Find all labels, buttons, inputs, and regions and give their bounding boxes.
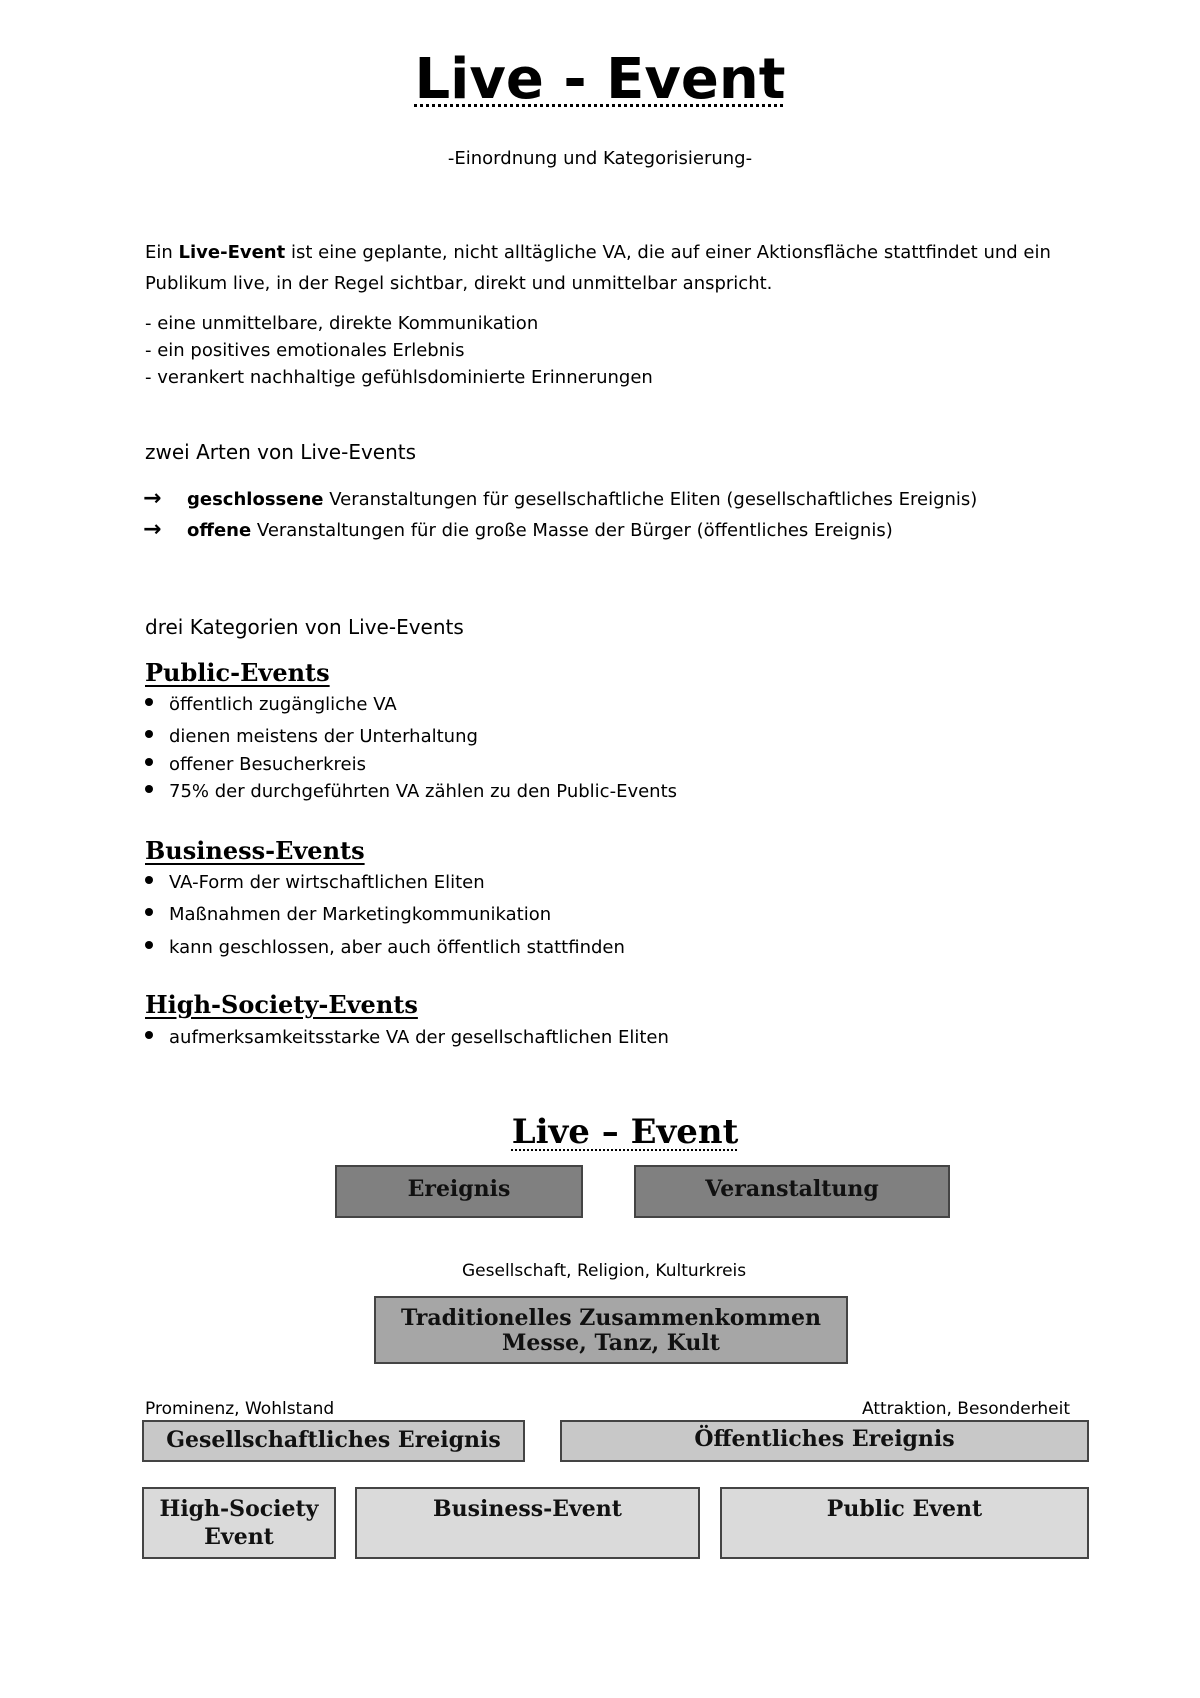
box-gesellschaftliches-ereignis: Gesellschaftliches Ereignis [142, 1420, 525, 1462]
box-traditionelles-zusammenkommen [374, 1296, 848, 1364]
list-item: VA-Form der wirtschaftlichen Eliten [145, 872, 485, 893]
high-society-events-heading: High-Society-Events [145, 990, 418, 1019]
arten-item-text: Veranstaltungen für die große Masse der Bürger (öffentliches Ereignis) [251, 520, 893, 541]
box-ereignis: Ereignis [335, 1165, 583, 1218]
box-traditionell-line: Traditionelles Zusammenkommen [400, 1305, 821, 1331]
list-item: offener Besucherkreis [145, 754, 366, 775]
arten-item [143, 486, 977, 511]
label-attraktion-besonderheit: Attraktion, Besonderheit [862, 1399, 1071, 1419]
list-item: Maßnahmen der Marketingkommunikation [145, 904, 551, 925]
box-high-society-line: High-Society [159, 1496, 319, 1522]
arten-heading: zwei Arten von Live-Events [145, 440, 417, 464]
page-title: Live - Event [414, 47, 786, 112]
arten-item [143, 517, 893, 542]
business-events-heading: Business-Events [145, 836, 365, 865]
arten-item-text: Veranstaltungen für gesellschaftliche Eliten (gesellschaftliches Ereignis) [323, 489, 978, 510]
list-item: 75% der durchgeführten VA zählen zu den Public-Events [145, 781, 677, 802]
arten-item-bold: geschlossene [187, 489, 324, 510]
box-public-event: Public Event [720, 1487, 1089, 1559]
bullet-icon [145, 1031, 153, 1039]
intro-line: - ein positives emotionales Erlebnis [145, 340, 465, 361]
intro-line: - verankert nachhaltige gefühlsdominierte Erinnerungen [145, 367, 653, 388]
bullet-icon [145, 758, 153, 766]
intro-line: - eine unmittelbare, direkte Kommunikation [145, 313, 539, 334]
intro-term: Live-Event [178, 242, 286, 263]
list-item: dienen meistens der Unterhaltung [145, 726, 478, 747]
intro-paragraph [145, 237, 1065, 299]
list-item: aufmerksamkeitsstarke VA der gesellschaftlichen Eliten [145, 1027, 669, 1048]
arten-item-bold: offene [187, 520, 252, 541]
intro-text-rest: ist eine geplante, nicht alltägliche VA, die auf einer Aktionsfläche stattfindet und ein Publikum live, in der Regel sichtbar, direkt und unmittelbar anspricht. [145, 242, 1051, 294]
list-item: öffentlich zugängliche VA [145, 694, 397, 715]
box-veranstaltung: Veranstaltung [634, 1165, 950, 1218]
box-high-society-event [142, 1487, 336, 1559]
page-subtitle: -Einordnung und Kategorisierung- [447, 148, 753, 169]
list-item: kann geschlossen, aber auch öffentlich stattfinden [145, 937, 625, 958]
arrow-right-icon: → [143, 517, 162, 542]
box-business-event: Business-Event [355, 1487, 700, 1559]
bullet-icon [145, 876, 153, 884]
intro-text-start: Ein [145, 242, 179, 263]
label-prominenz-wohlstand: Prominenz, Wohlstand [145, 1399, 335, 1419]
public-events-heading: Public-Events [145, 658, 330, 687]
box-high-society-line: Event [204, 1524, 274, 1550]
bullet-icon [145, 908, 153, 916]
bullet-icon [145, 698, 153, 706]
bullet-icon [145, 785, 153, 793]
box-oeffentliches-ereignis: Öffentliches Ereignis [560, 1420, 1089, 1462]
box-traditionell-line: Messe, Tanz, Kult [502, 1330, 720, 1356]
bullet-icon [145, 730, 153, 738]
arrow-right-icon: → [143, 486, 162, 511]
kategorien-heading: drei Kategorien von Live-Events [145, 615, 464, 639]
bullet-icon [145, 941, 153, 949]
label-gesellschaft-religion: Gesellschaft, Religion, Kulturkreis [462, 1261, 747, 1281]
diagram-title: Live – Event [511, 1112, 739, 1152]
